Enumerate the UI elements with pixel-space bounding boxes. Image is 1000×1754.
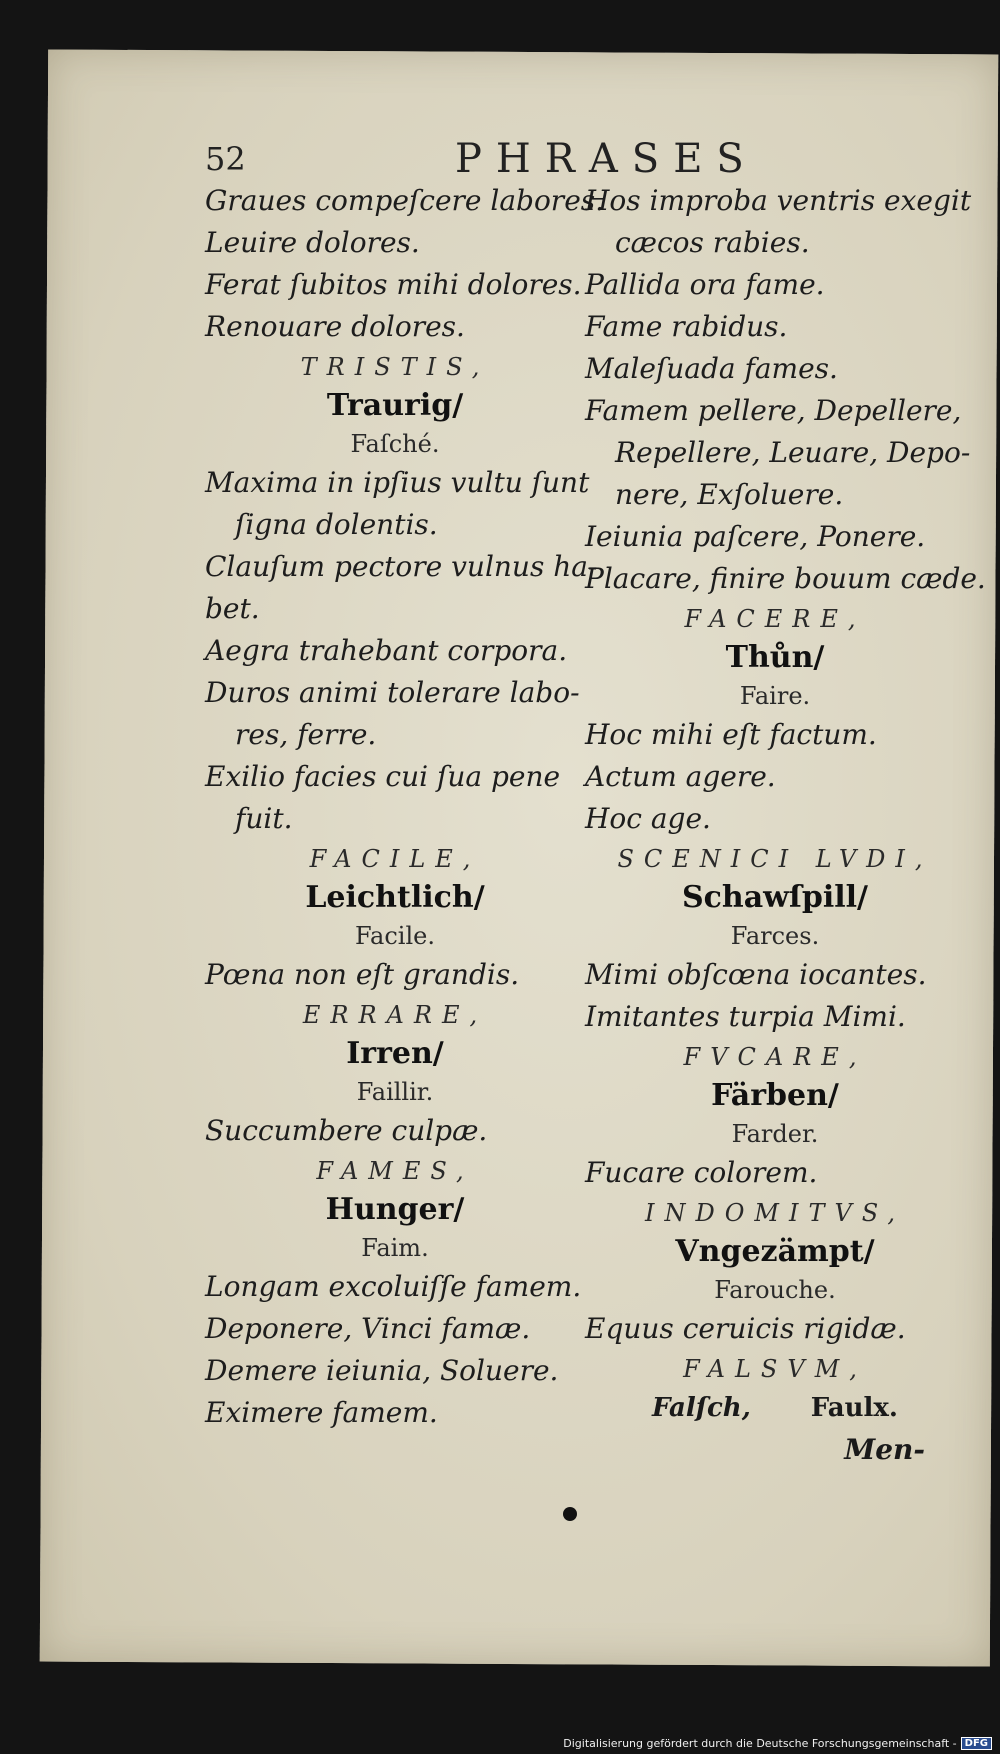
phrase-line: nere, Exſoluere. [615, 478, 844, 511]
german-term: Leichtlich/ [305, 880, 485, 915]
page-number: 52 [205, 140, 246, 178]
phrase-line: Renouare dolores. [205, 310, 465, 343]
keyword-heading: FALSVM, [683, 1355, 867, 1383]
keyword-heading: FACERE, [684, 605, 866, 633]
phrase-line: Mimi obſcœna iocantes. [585, 958, 927, 991]
keyword-heading: ERRARE, [302, 1001, 488, 1029]
phrase-line: Aegra trahebant corpora. [205, 634, 568, 667]
phrase-line: Fame rabidus. [585, 310, 788, 343]
keyword-heading: SCENICI LVDI, [617, 845, 933, 873]
phrase-line: Hos improba ventris exegit [585, 184, 972, 217]
phrase-line: Leuire dolores. [205, 226, 420, 259]
phrase-line: res, ferre. [235, 718, 377, 751]
phrase-line: Actum agere. [585, 760, 776, 793]
keyword-heading: TRISTIS, [300, 353, 490, 381]
phrase-line: Placare, finire bouum cæde. [585, 562, 986, 595]
phrase-line: Fucare colorem. [585, 1156, 818, 1189]
german-term: Vngezämpt/ [675, 1234, 875, 1269]
phrase-line: cæcos rabies. [615, 226, 810, 259]
french-term: Faire. [739, 682, 811, 710]
french-term: Faim. [361, 1234, 429, 1262]
phrase-line: Repellere, Leuare, Depo- [615, 436, 971, 469]
phrase-line: Pallida ora fame. [585, 268, 825, 301]
phrase-line: ſigna dolentis. [235, 508, 438, 541]
ink-blot [563, 1507, 577, 1521]
phrase-line: bet. [205, 592, 260, 625]
keyword-heading: FAMES, [316, 1157, 474, 1185]
phrase-line: Equus ceruicis rigidæ. [585, 1312, 906, 1345]
left-column [205, 180, 605, 1434]
french-term: Faſché. [350, 430, 440, 458]
phrase-line: Succumbere culpæ. [205, 1114, 488, 1147]
french-term: Farces. [730, 922, 820, 950]
phrase-line: Demere ieiunia, Soluere. [205, 1354, 559, 1387]
running-header: PHRASES [455, 136, 758, 182]
phrase-line: Famem pellere, Depellere, [585, 394, 962, 427]
german-term: Schawſpill/ [681, 880, 869, 915]
phrase-line: Ferat ſubitos mihi dolores. [205, 268, 582, 301]
french-term: Farder. [731, 1120, 819, 1148]
phrase-line: Maxima in ipſius vultu ſunt [205, 466, 590, 499]
footer-credit [563, 1737, 992, 1750]
phrase-line: Duros animi tolerare labo- [205, 676, 580, 709]
french-term: Faulx. [810, 1393, 898, 1423]
footer-text: Digitalisierung gefördert durch die Deutsche Forschungsgemeinschaft - [563, 1737, 957, 1750]
german-term: Irren/ [346, 1036, 444, 1071]
phrase-line: Imitantes turpia Mimi. [585, 1000, 906, 1033]
french-term: Faillir. [356, 1078, 434, 1106]
phrase-line: Pœna non eſt grandis. [205, 958, 520, 991]
phrase-line: Ieiunia paſcere, Ponere. [585, 520, 926, 553]
german-term: Falſch, [652, 1393, 751, 1423]
catchword: Men- [844, 1433, 925, 1466]
german-term: Färben/ [711, 1078, 839, 1113]
keyword-heading: FVCARE, [683, 1043, 867, 1071]
right-column [585, 180, 986, 1472]
phrase-line: Longam excoluiſſe famem. [205, 1270, 582, 1303]
dfg-logo: DFG [961, 1737, 992, 1750]
phrase-line: Hoc age. [585, 802, 711, 835]
phrase-line: Deponere, Vinci famæ. [205, 1312, 531, 1345]
german-term: Hunger/ [325, 1192, 465, 1227]
phrase-line: Exilio facies cui ſua pene [205, 760, 561, 793]
german-term: Traurig/ [326, 388, 464, 423]
keyword-heading: INDOMITVS, [644, 1199, 905, 1227]
keyword-heading: FACILE, [309, 845, 481, 873]
phrase-line: Hoc mihi eſt factum. [585, 718, 877, 751]
phrase-line: Maleſuada fames. [585, 352, 838, 385]
french-term: Farouche. [714, 1276, 836, 1304]
phrase-line: Eximere famem. [205, 1396, 438, 1429]
french-term: Facile. [355, 922, 435, 950]
phrase-line: Graues compeſcere labores. [205, 184, 605, 217]
phrase-line: Clauſum pectore vulnus ha- [205, 550, 598, 583]
german-term: Thůn/ [725, 640, 825, 675]
phrase-line: fuit. [235, 802, 293, 835]
entry-pair [585, 1388, 965, 1428]
